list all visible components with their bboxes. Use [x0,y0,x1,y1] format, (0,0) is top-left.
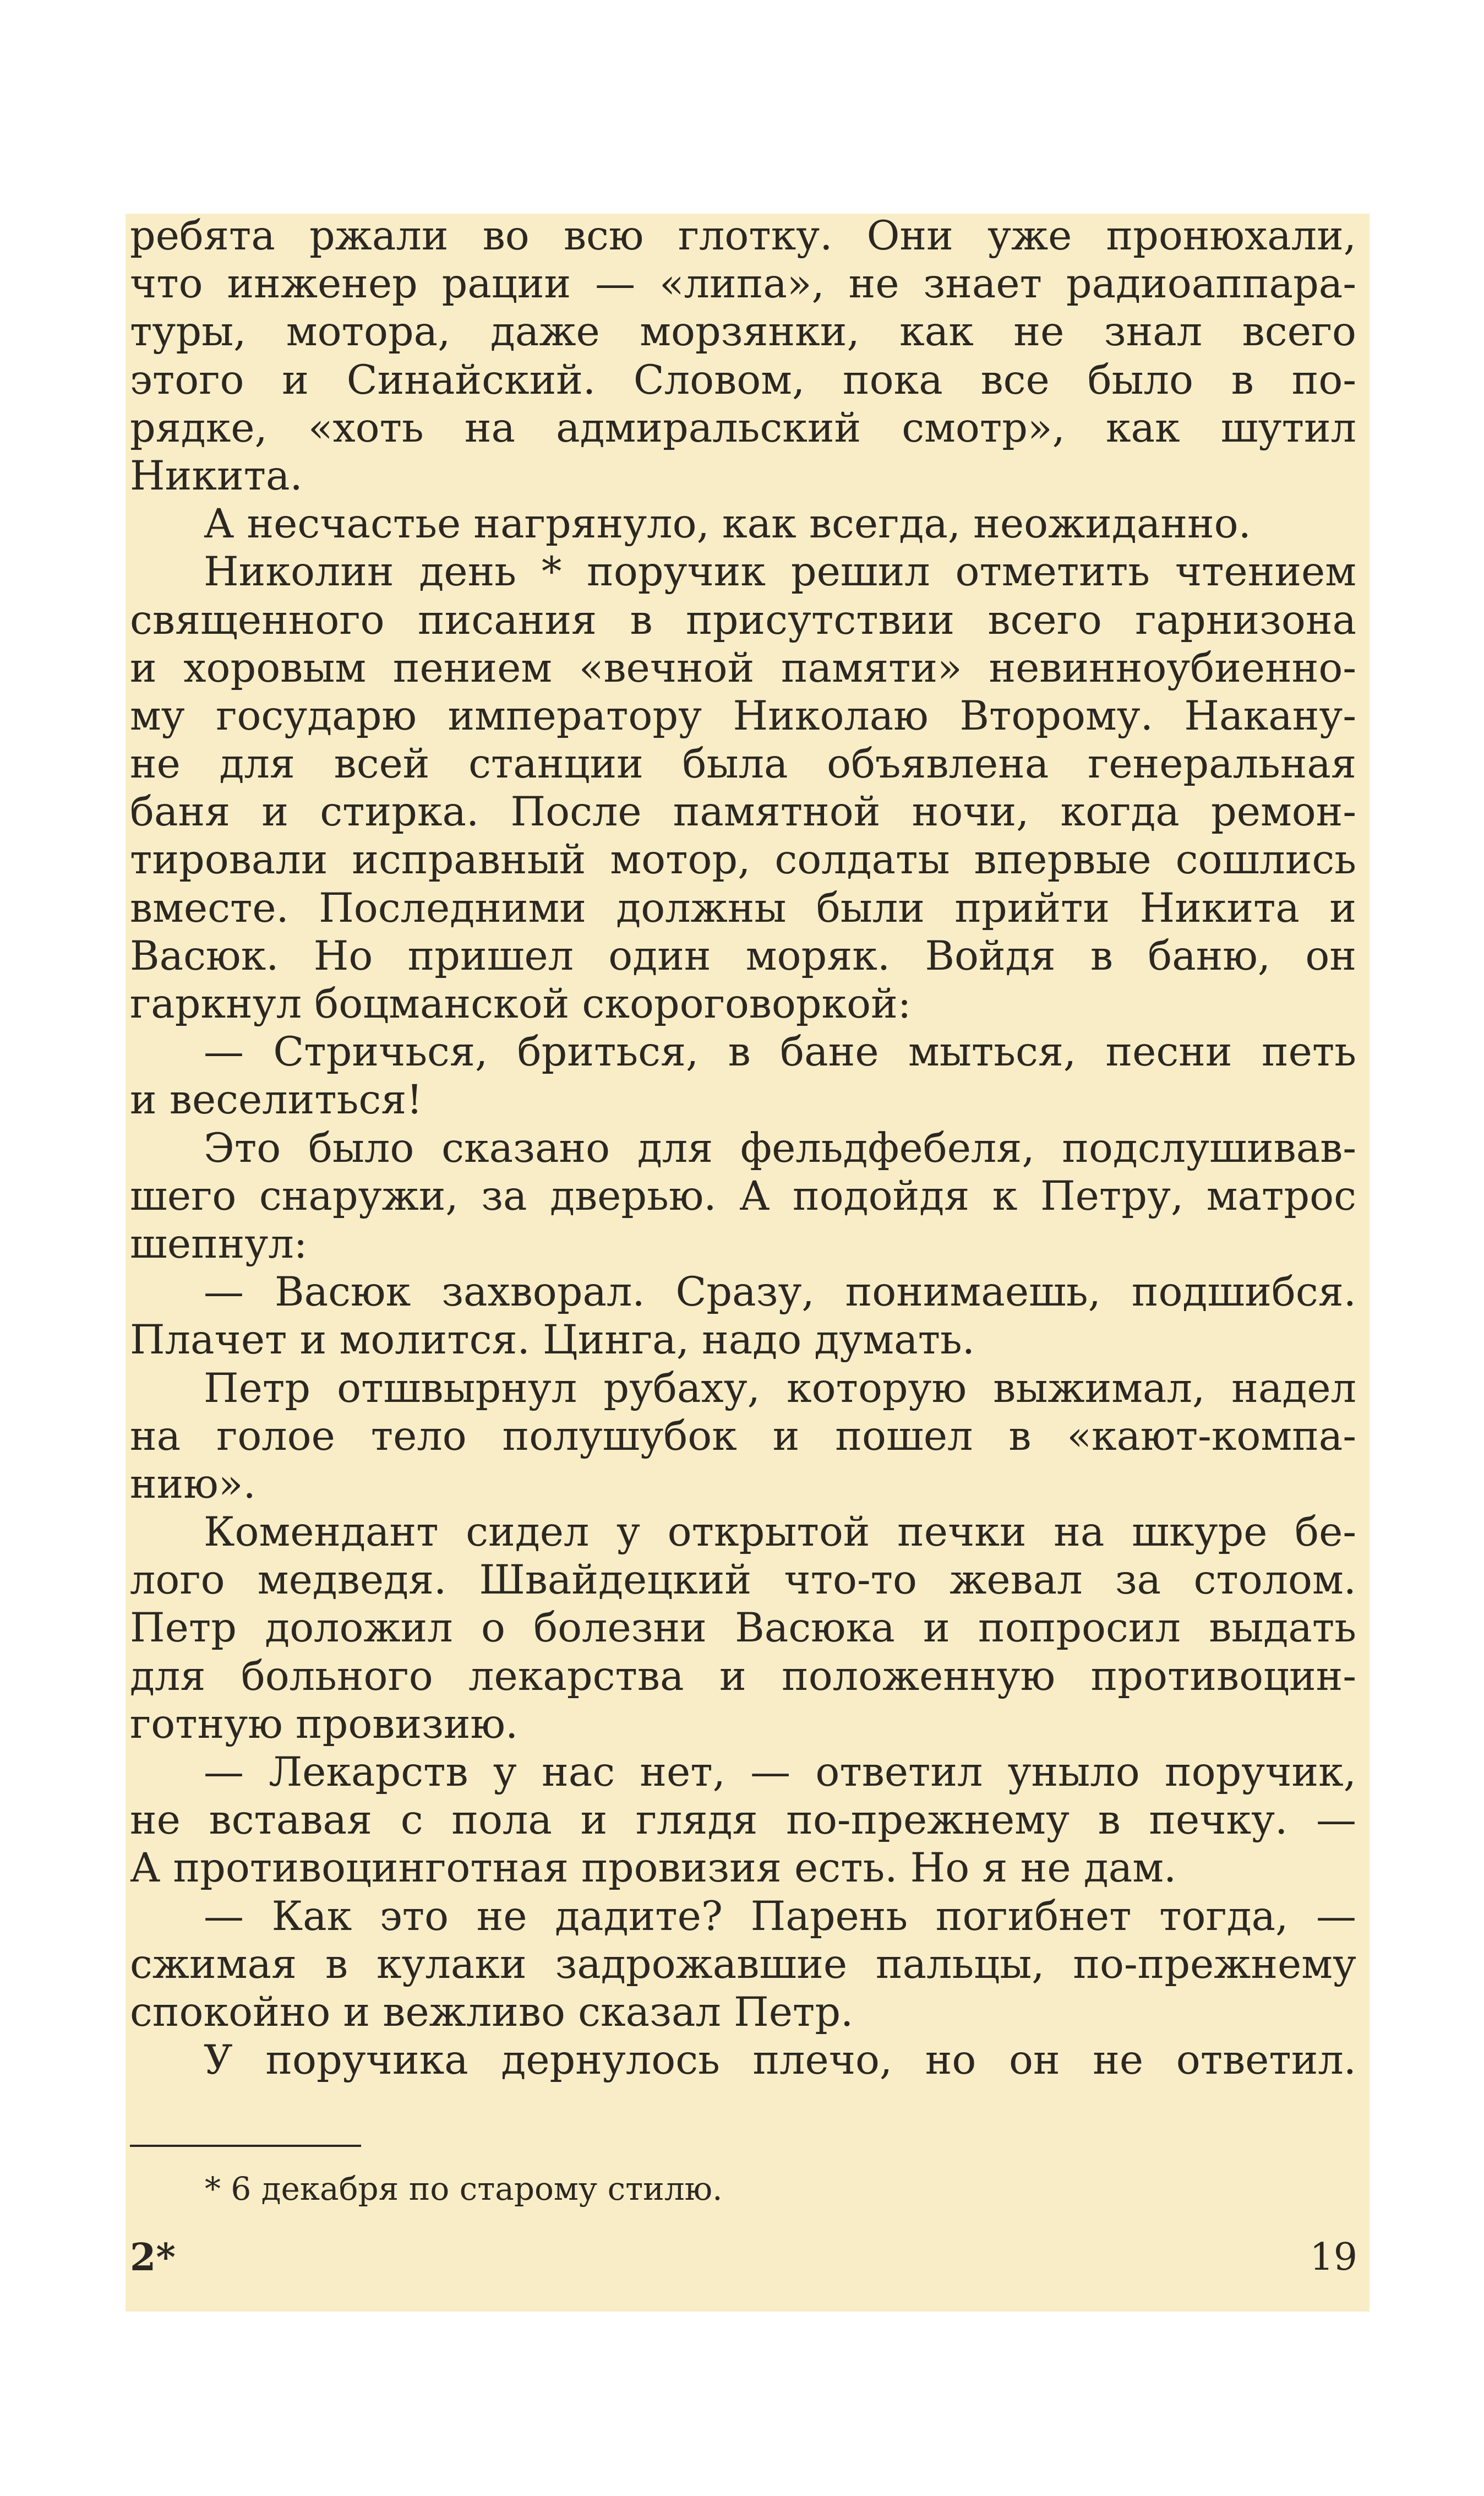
text-line: сжимая в кулаки задрожавшие пальцы, по-прежнему [130,1940,1356,1988]
footnote-rule [130,2145,361,2147]
text-line: — Как это не дадите? Парень погибнет тогда, — [204,1893,1356,1940]
text-line: А несчастье нагрянуло, как всегда, неожиданно. [204,501,1251,548]
text-line: рядке, «хоть на адмиральский смотр», как шутил [130,404,1356,452]
text-line: лого медведя. Швайдецкий что-то жевал за столом. [130,1557,1356,1604]
text-line: Плачет и молится. Цинга, надо думать. [130,1317,975,1364]
text-line: не вставая с пола и глядя по-прежнему в печку. — [130,1797,1356,1844]
signature-mark: 2* [130,2236,176,2280]
text-line: шепнул: [130,1220,308,1268]
text-line: тировали исправный мотор, солдаты впервые сошлись [130,836,1356,884]
text-line: туры, мотора, даже морзянки, как не знал всего [130,308,1356,356]
text-line: Комендант сидел у открытой печки на шкуре бе- [204,1509,1356,1556]
text-line: что инженер рации — «липа», не знает радиоаппара- [130,260,1356,308]
footnote: * 6 декабря по старому стилю. [205,2170,723,2207]
text-line: Никита. [130,452,303,499]
text-line: не для всей станции была объявлена генеральная [130,741,1356,788]
text-line: и хоровым пением «вечной памяти» невинноубиенно- [130,644,1356,692]
text-line: на голое тело полушубок и пошел в «кают-компа- [130,1412,1356,1460]
text-line: У поручика дернулось плечо, но он не ответил. [204,2037,1356,2084]
text-line: Николин день * поручик решил отметить чтением [204,548,1356,596]
text-line: — Васюк захворал. Сразу, понимаешь, подшибся. [204,1269,1356,1316]
text-line: Петр доложил о болезни Васюка и попросил выдать [130,1605,1356,1652]
text-line: вместе. Последними должны были прийти Никита и [130,884,1356,932]
text-line: му государю императору Николаю Второму. Накану- [130,692,1356,739]
text-line: баня и стирка. После памятной ночи, когда ремон- [130,789,1356,836]
text-line: спокойно и вежливо сказал Петр. [130,1988,854,2036]
main-text [130,212,1356,2084]
page-number: 19 [1310,2236,1357,2279]
text-line: ребята ржали во всю глотку. Они уже пронюхали, [130,213,1356,259]
text-line: шего снаружи, за дверью. А подойдя к Петру, матрос [130,1172,1356,1220]
text-line: — Лекарств у нас нет, — ответил уныло поручик, [204,1749,1356,1796]
text-line: гаркнул боцманской скороговоркой: [130,981,912,1027]
text-line: священного писания в присутствии всего гарнизона [130,596,1356,644]
text-line: Васюк. Но пришел один моряк. Войдя в баню, он [130,932,1356,980]
text-line: готную провизию. [130,1700,519,1748]
text-line: этого и Синайский. Словом, пока все было в по- [130,356,1356,404]
text-line: для больного лекарства и положенную противоцин- [130,1652,1356,1700]
text-line: Это было сказано для фельдфебеля, подслушивав- [204,1124,1356,1172]
text-line: нию». [130,1460,256,1508]
text-line: и веселиться! [130,1076,423,1124]
text-line: А противоцинготная провизия есть. Но я не дам. [130,1845,1177,1892]
text-line: — Стричься, бриться, в бане мыться, песни петь [204,1029,1356,1076]
text-line: Петр отшвырнул рубаху, которую выжимал, надел [204,1364,1356,1412]
